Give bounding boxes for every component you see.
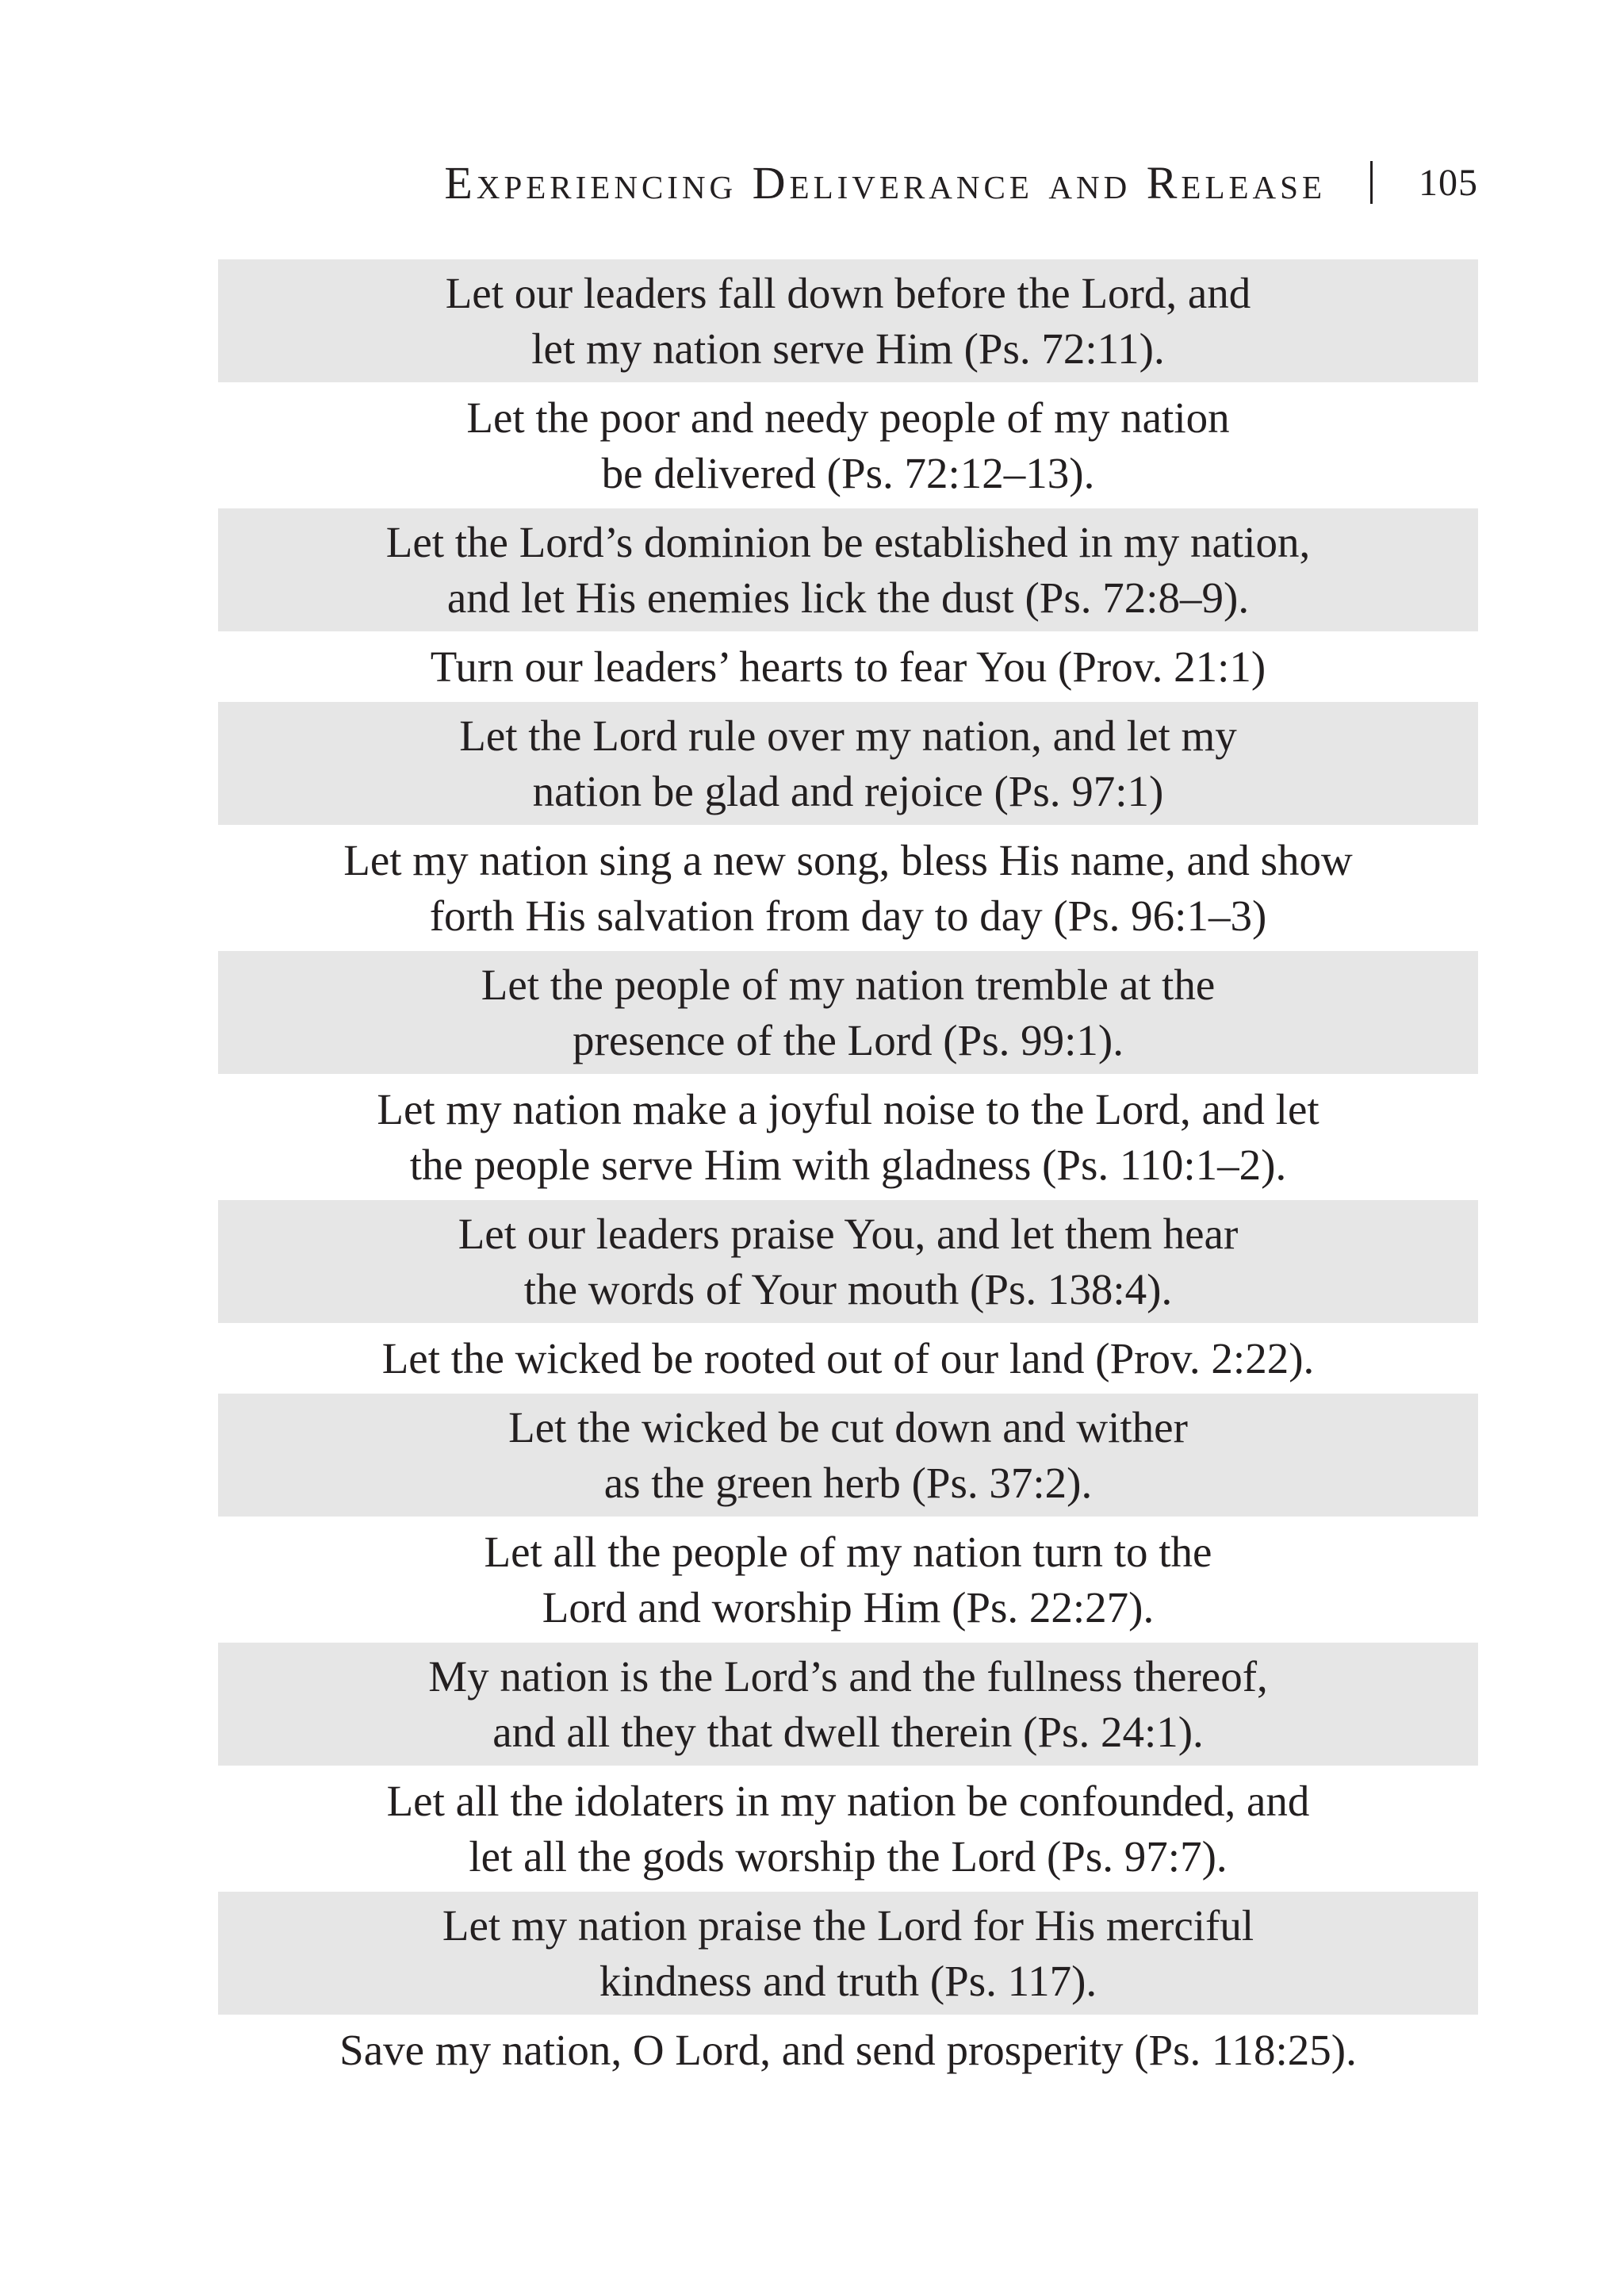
prayer-row — [218, 259, 1478, 382]
prayer-row — [218, 1076, 1478, 1198]
prayer-text: Let the people of my nation tremble at the presence of the Lord (Ps. 99:1). — [481, 960, 1216, 1064]
prayer-row — [218, 1325, 1478, 1392]
prayer-text: Let all the people of my nation turn to the Lord and worship Him (Ps. 22:27). — [484, 1527, 1212, 1632]
prayer-row — [218, 1518, 1478, 1641]
prayer-row — [218, 384, 1478, 507]
prayer-text: Let our leaders praise You, and let them hear the words of Your mouth (Ps. 138:4). — [458, 1209, 1239, 1313]
prayer-text: Let the wicked be cut down and wither as the green herb (Ps. 37:2). — [508, 1402, 1188, 1507]
prayer-row — [218, 633, 1478, 700]
prayer-text: Let my nation sing a new song, bless His name, and show forth His salvation from day to day (Ps. 96:1–3) — [343, 835, 1353, 940]
prayer-row — [218, 508, 1478, 631]
prayer-text: Let the poor and needy people of my nation be delivered (Ps. 72:12–13). — [466, 393, 1230, 497]
prayer-row — [218, 826, 1478, 949]
prayer-text: Save my nation, O Lord, and send prosperity (Ps. 118:25). — [339, 2025, 1357, 2074]
prayer-text: Turn our leaders’ hearts to fear You (Prov. 21:1) — [430, 642, 1266, 691]
prayer-row — [218, 1892, 1478, 2015]
prayer-text: Let my nation make a joyful noise to the Lord, and let the people serve Him with gladness (Ps. 110:1–2). — [377, 1084, 1320, 1189]
prayer-text: Let our leaders fall down before the Lord, and let my nation serve Him (Ps. 72:11). — [445, 268, 1251, 373]
running-head — [218, 151, 1478, 214]
chapter-title: Experiencing Deliverance and Release — [444, 156, 1326, 209]
prayer-text: Let the wicked be rooted out of our land (Prov. 2:22). — [381, 1333, 1315, 1382]
header-separator — [1370, 161, 1373, 204]
prayer-row — [218, 1643, 1478, 1766]
prayer-list — [218, 259, 1478, 2085]
prayer-text: Let the Lord rule over my nation, and let my nation be glad and rejoice (Ps. 97:1) — [459, 711, 1237, 815]
prayer-row — [218, 702, 1478, 825]
prayer-row — [218, 2016, 1478, 2084]
prayer-text: Let my nation praise the Lord for His merciful kindness and truth (Ps. 117). — [442, 1900, 1254, 2005]
prayer-row — [218, 951, 1478, 1074]
prayer-text: My nation is the Lord’s and the fullness thereof, and all they that dwell therein (Ps. 24:1). — [428, 1651, 1268, 1756]
prayer-row — [218, 1394, 1478, 1517]
prayer-row — [218, 1200, 1478, 1323]
prayer-text: Let all the idolaters in my nation be confounded, and let all the gods worship the Lord (Ps. 97:7). — [386, 1776, 1310, 1881]
prayer-text: Let the Lord’s dominion be established in my nation, and let His enemies lick the dust (Ps. 72:8–9). — [385, 517, 1311, 622]
page-number: 105 — [1419, 161, 1478, 204]
prayer-row — [218, 1767, 1478, 1890]
